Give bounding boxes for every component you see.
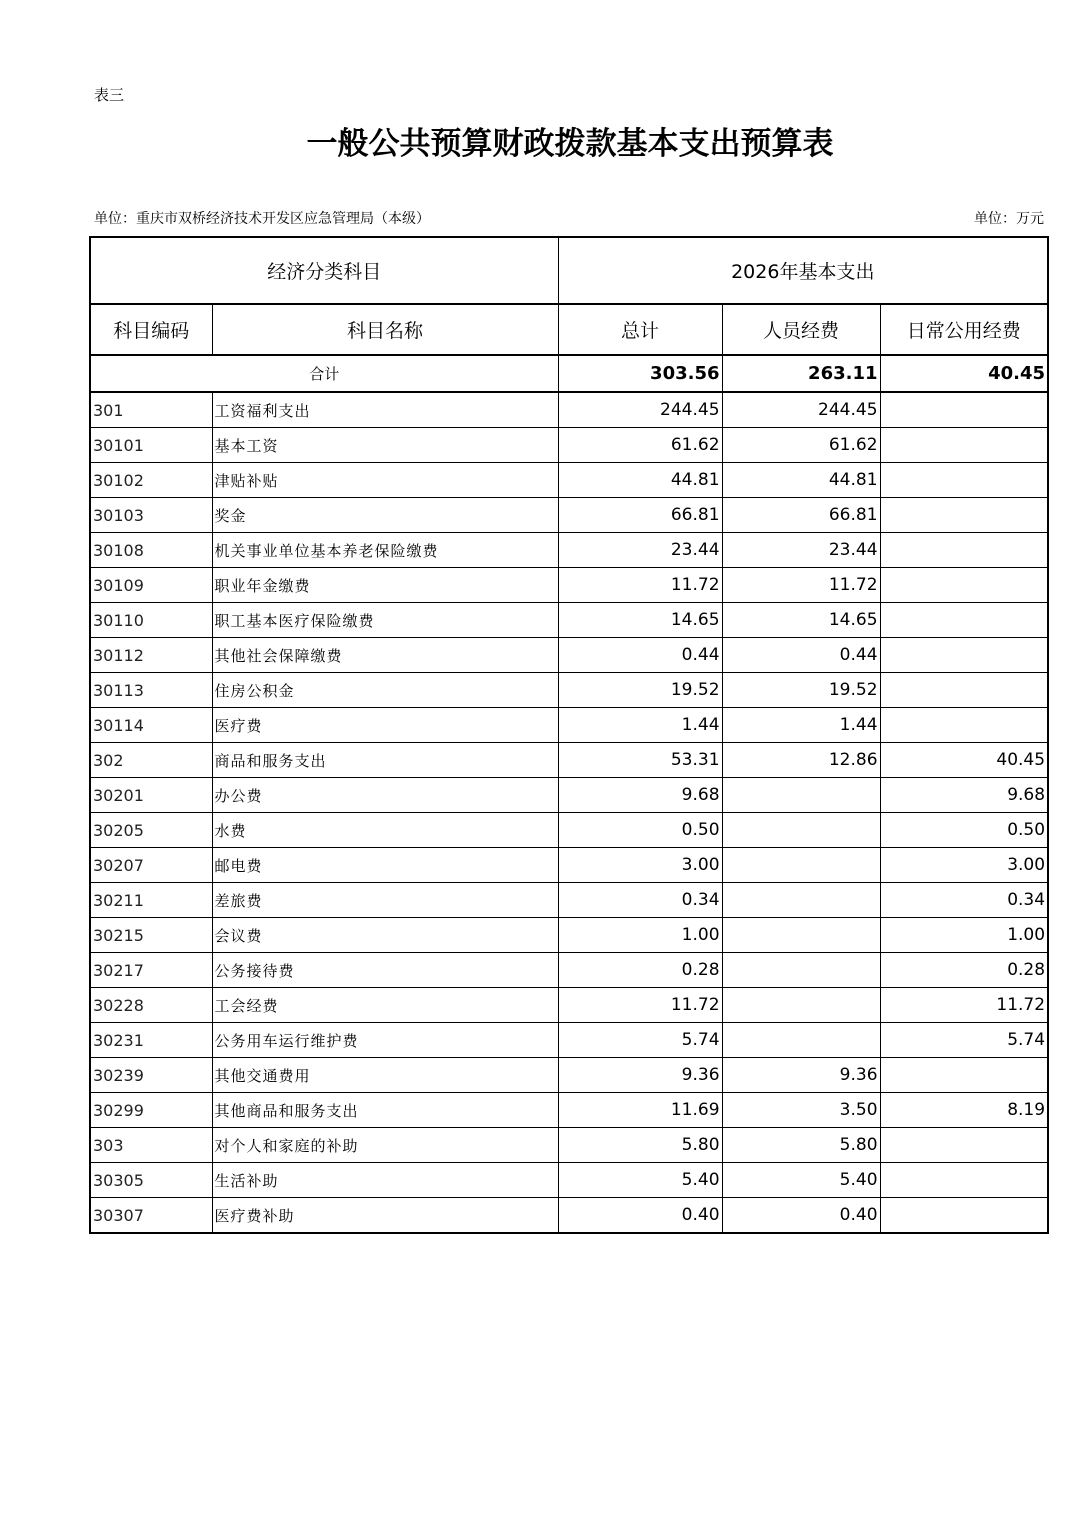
budget-table bbox=[89, 236, 1049, 1234]
table-row bbox=[90, 708, 1048, 743]
cell-personnel: 5.40 bbox=[722, 1163, 880, 1198]
page-title: 一般公共预算财政拨款基本支出预算表 bbox=[306, 126, 834, 162]
table-row bbox=[90, 673, 1048, 708]
table-row bbox=[90, 1023, 1048, 1058]
cell-code: 301 bbox=[90, 392, 212, 428]
cell-personnel bbox=[722, 1023, 880, 1058]
cell-name: 津贴补贴 bbox=[212, 463, 558, 498]
cell-total: 5.74 bbox=[558, 1023, 722, 1058]
cell-code: 30201 bbox=[90, 778, 212, 813]
cell-personnel: 244.45 bbox=[722, 392, 880, 428]
cell-public: 5.74 bbox=[880, 1023, 1048, 1058]
cell-name: 对个人和家庭的补助 bbox=[212, 1128, 558, 1163]
cell-public bbox=[880, 1058, 1048, 1093]
cell-name: 办公费 bbox=[212, 778, 558, 813]
table-row bbox=[90, 988, 1048, 1023]
cell-name: 水费 bbox=[212, 813, 558, 848]
cell-public bbox=[880, 392, 1048, 428]
unit-currency: 单位：万元 bbox=[974, 211, 1044, 227]
cell-public bbox=[880, 1198, 1048, 1234]
cell-personnel: 5.80 bbox=[722, 1128, 880, 1163]
cell-code: 30305 bbox=[90, 1163, 212, 1198]
table-row bbox=[90, 778, 1048, 813]
header-group-row bbox=[90, 237, 1048, 304]
cell-name: 工会经费 bbox=[212, 988, 558, 1023]
cell-personnel bbox=[722, 988, 880, 1023]
cell-total: 9.68 bbox=[558, 778, 722, 813]
cell-code: 30299 bbox=[90, 1093, 212, 1128]
cell-personnel: 1.44 bbox=[722, 708, 880, 743]
cell-total: 244.45 bbox=[558, 392, 722, 428]
cell-total: 0.34 bbox=[558, 883, 722, 918]
column-header-total: 总计 bbox=[558, 304, 722, 355]
cell-name: 奖金 bbox=[212, 498, 558, 533]
table-label: 表三 bbox=[94, 86, 125, 104]
cell-name: 公务接待费 bbox=[212, 953, 558, 988]
cell-name: 商品和服务支出 bbox=[212, 743, 558, 778]
cell-name: 差旅费 bbox=[212, 883, 558, 918]
cell-personnel bbox=[722, 883, 880, 918]
cell-total: 1.44 bbox=[558, 708, 722, 743]
column-header-public: 日常公用经费 bbox=[880, 304, 1048, 355]
table-row bbox=[90, 883, 1048, 918]
cell-total: 23.44 bbox=[558, 533, 722, 568]
cell-name: 机关事业单位基本养老保险缴费 bbox=[212, 533, 558, 568]
cell-public: 0.50 bbox=[880, 813, 1048, 848]
cell-code: 30113 bbox=[90, 673, 212, 708]
table-row bbox=[90, 392, 1048, 428]
cell-code: 30103 bbox=[90, 498, 212, 533]
cell-code: 30112 bbox=[90, 638, 212, 673]
cell-total: 3.00 bbox=[558, 848, 722, 883]
table-row bbox=[90, 918, 1048, 953]
cell-public bbox=[880, 1128, 1048, 1163]
table-row bbox=[90, 603, 1048, 638]
cell-public bbox=[880, 533, 1048, 568]
cell-name: 工资福利支出 bbox=[212, 392, 558, 428]
table-row bbox=[90, 498, 1048, 533]
cell-code: 30211 bbox=[90, 883, 212, 918]
cell-code: 302 bbox=[90, 743, 212, 778]
cell-name: 生活补助 bbox=[212, 1163, 558, 1198]
cell-name: 医疗费补助 bbox=[212, 1198, 558, 1234]
cell-code: 30110 bbox=[90, 603, 212, 638]
cell-personnel: 12.86 bbox=[722, 743, 880, 778]
header-column-row bbox=[90, 304, 1048, 355]
cell-public bbox=[880, 638, 1048, 673]
table-row bbox=[90, 638, 1048, 673]
table-row bbox=[90, 813, 1048, 848]
column-header-code: 科目编码 bbox=[90, 304, 212, 355]
cell-total: 53.31 bbox=[558, 743, 722, 778]
table-row bbox=[90, 1163, 1048, 1198]
cell-total: 5.80 bbox=[558, 1128, 722, 1163]
column-header-name: 科目名称 bbox=[212, 304, 558, 355]
cell-code: 30102 bbox=[90, 463, 212, 498]
cell-name: 职业年金缴费 bbox=[212, 568, 558, 603]
cell-name: 其他交通费用 bbox=[212, 1058, 558, 1093]
table-row bbox=[90, 533, 1048, 568]
table-row bbox=[90, 743, 1048, 778]
cell-code: 30215 bbox=[90, 918, 212, 953]
cell-name: 其他社会保障缴费 bbox=[212, 638, 558, 673]
cell-total: 61.62 bbox=[558, 428, 722, 463]
cell-public bbox=[880, 708, 1048, 743]
cell-total: 9.36 bbox=[558, 1058, 722, 1093]
cell-personnel bbox=[722, 918, 880, 953]
cell-total: 0.44 bbox=[558, 638, 722, 673]
cell-name: 医疗费 bbox=[212, 708, 558, 743]
cell-name: 会议费 bbox=[212, 918, 558, 953]
cell-total: 11.72 bbox=[558, 988, 722, 1023]
cell-personnel: 3.50 bbox=[722, 1093, 880, 1128]
cell-name: 职工基本医疗保险缴费 bbox=[212, 603, 558, 638]
cell-personnel: 9.36 bbox=[722, 1058, 880, 1093]
cell-public: 11.72 bbox=[880, 988, 1048, 1023]
cell-total: 1.00 bbox=[558, 918, 722, 953]
cell-personnel: 11.72 bbox=[722, 568, 880, 603]
cell-code: 30307 bbox=[90, 1198, 212, 1234]
cell-total: 11.69 bbox=[558, 1093, 722, 1128]
total-row bbox=[90, 355, 1048, 392]
cell-public bbox=[880, 568, 1048, 603]
cell-name: 住房公积金 bbox=[212, 673, 558, 708]
cell-personnel: 44.81 bbox=[722, 463, 880, 498]
cell-total: 14.65 bbox=[558, 603, 722, 638]
cell-public: 9.68 bbox=[880, 778, 1048, 813]
cell-name: 邮电费 bbox=[212, 848, 558, 883]
header-economic-classification: 经济分类科目 bbox=[90, 237, 558, 304]
total-public: 40.45 bbox=[880, 355, 1048, 392]
cell-public: 1.00 bbox=[880, 918, 1048, 953]
cell-total: 11.72 bbox=[558, 568, 722, 603]
cell-public: 0.28 bbox=[880, 953, 1048, 988]
table-row bbox=[90, 568, 1048, 603]
cell-personnel: 0.40 bbox=[722, 1198, 880, 1234]
table-row bbox=[90, 463, 1048, 498]
table-row bbox=[90, 1058, 1048, 1093]
cell-personnel bbox=[722, 813, 880, 848]
cell-total: 0.28 bbox=[558, 953, 722, 988]
cell-public bbox=[880, 428, 1048, 463]
cell-public bbox=[880, 603, 1048, 638]
cell-public: 40.45 bbox=[880, 743, 1048, 778]
table-row bbox=[90, 1198, 1048, 1234]
cell-personnel bbox=[722, 848, 880, 883]
cell-total: 5.40 bbox=[558, 1163, 722, 1198]
cell-code: 30231 bbox=[90, 1023, 212, 1058]
cell-personnel bbox=[722, 778, 880, 813]
cell-personnel: 0.44 bbox=[722, 638, 880, 673]
cell-personnel: 14.65 bbox=[722, 603, 880, 638]
cell-code: 30114 bbox=[90, 708, 212, 743]
cell-personnel bbox=[722, 953, 880, 988]
cell-public: 3.00 bbox=[880, 848, 1048, 883]
table-row bbox=[90, 1093, 1048, 1128]
cell-code: 303 bbox=[90, 1128, 212, 1163]
total-label: 合计 bbox=[90, 355, 558, 392]
cell-total: 44.81 bbox=[558, 463, 722, 498]
cell-public: 0.34 bbox=[880, 883, 1048, 918]
total-sum: 303.56 bbox=[558, 355, 722, 392]
column-header-personnel: 人员经费 bbox=[722, 304, 880, 355]
cell-public: 8.19 bbox=[880, 1093, 1048, 1128]
cell-code: 30217 bbox=[90, 953, 212, 988]
table-row bbox=[90, 1128, 1048, 1163]
cell-code: 30108 bbox=[90, 533, 212, 568]
cell-public bbox=[880, 463, 1048, 498]
cell-public bbox=[880, 1163, 1048, 1198]
cell-public bbox=[880, 498, 1048, 533]
cell-code: 30207 bbox=[90, 848, 212, 883]
cell-name: 公务用车运行维护费 bbox=[212, 1023, 558, 1058]
cell-public bbox=[880, 673, 1048, 708]
cell-code: 30205 bbox=[90, 813, 212, 848]
cell-personnel: 66.81 bbox=[722, 498, 880, 533]
cell-personnel: 61.62 bbox=[722, 428, 880, 463]
table-row bbox=[90, 953, 1048, 988]
cell-total: 0.40 bbox=[558, 1198, 722, 1234]
unit-department: 单位：重庆市双桥经济技术开发区应急管理局（本级） bbox=[94, 211, 430, 227]
cell-total: 0.50 bbox=[558, 813, 722, 848]
table-row bbox=[90, 848, 1048, 883]
cell-code: 30239 bbox=[90, 1058, 212, 1093]
table-row bbox=[90, 428, 1048, 463]
cell-code: 30101 bbox=[90, 428, 212, 463]
cell-code: 30109 bbox=[90, 568, 212, 603]
cell-name: 基本工资 bbox=[212, 428, 558, 463]
table-body bbox=[90, 355, 1048, 1233]
cell-code: 30228 bbox=[90, 988, 212, 1023]
total-personnel: 263.11 bbox=[722, 355, 880, 392]
cell-total: 66.81 bbox=[558, 498, 722, 533]
cell-personnel: 23.44 bbox=[722, 533, 880, 568]
cell-total: 19.52 bbox=[558, 673, 722, 708]
cell-name: 其他商品和服务支出 bbox=[212, 1093, 558, 1128]
header-basic-expenditure: 2026年基本支出 bbox=[558, 237, 1048, 304]
cell-personnel: 19.52 bbox=[722, 673, 880, 708]
